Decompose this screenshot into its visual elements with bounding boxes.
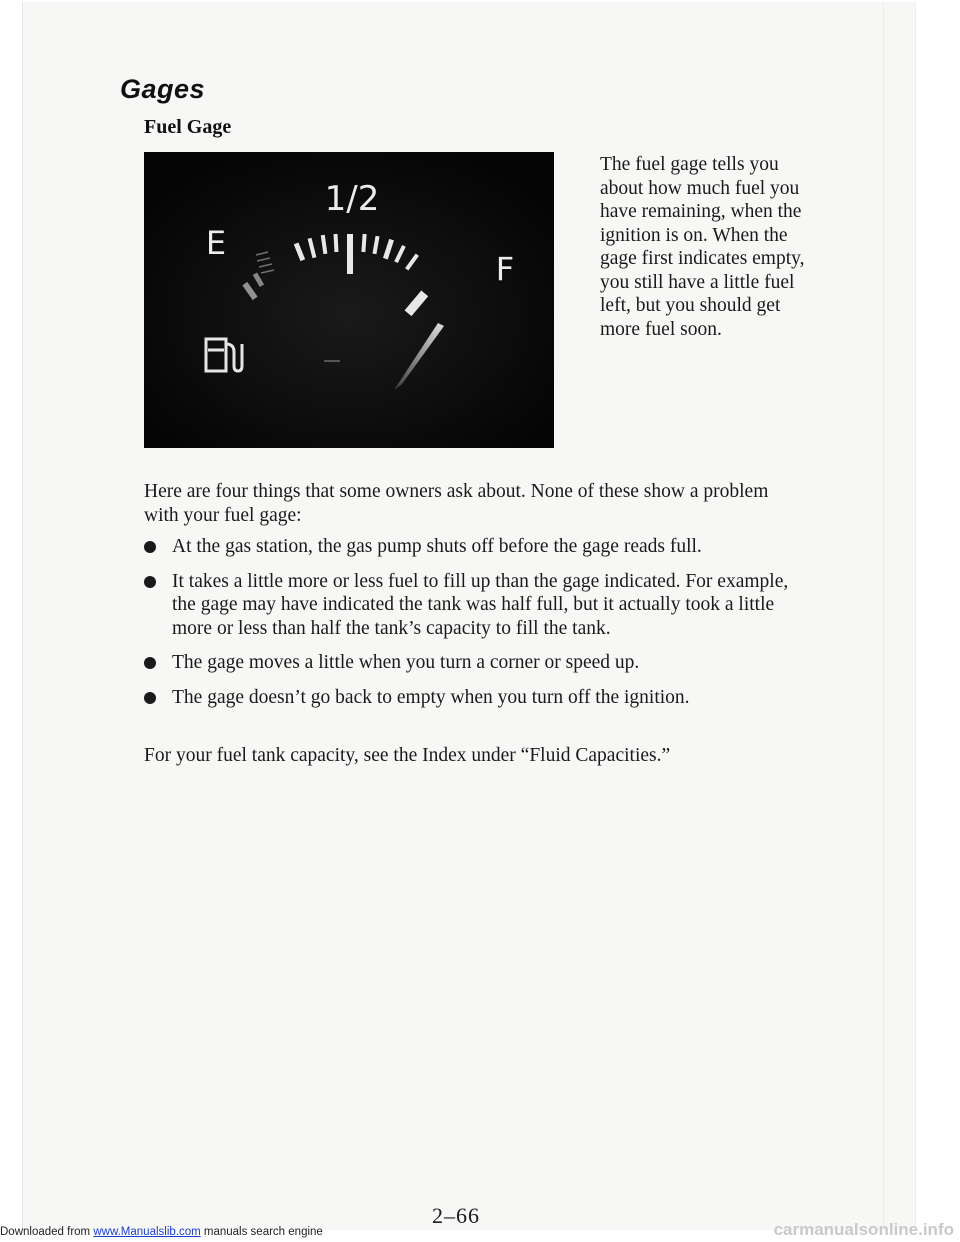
bullet-icon <box>144 657 156 669</box>
list-item-text: The gage doesn’t go back to empty when you turn off the ignition. <box>172 686 690 708</box>
gauge-empty-label: E <box>205 224 227 262</box>
footer-prefix: Downloaded from <box>0 1226 94 1238</box>
list-item <box>144 651 804 675</box>
bullet-icon <box>144 541 156 553</box>
closing-paragraph: For your fuel tank capacity, see the Index under “Fluid Capacities.” <box>144 745 671 766</box>
watermark-text: carmanualsonline.info <box>773 1220 954 1239</box>
fuel-gage-description: The fuel gage tells you about how much fuel you have remaining, when the ignition is on. When the gage first indicates empty, you still have a little fuel left, but you should get more fuel soon. <box>600 154 805 340</box>
list-item-text: At the gas station, the gas pump shuts off before the gage reads full. <box>172 536 702 557</box>
bullet-icon <box>144 692 156 704</box>
bullet-icon <box>144 576 156 588</box>
sub-title: Fuel Gage <box>144 116 232 138</box>
fuel-gauge-photo <box>144 152 554 448</box>
gauge-half-label: 1/2 <box>324 179 380 219</box>
list-item <box>144 535 804 559</box>
gauge-full-label: F <box>495 250 515 288</box>
footer-suffix: manuals search engine <box>200 1226 323 1238</box>
page-number: 2–66 <box>432 1203 480 1228</box>
download-footer <box>0 1226 323 1238</box>
section-title: Gages <box>120 74 206 104</box>
list-item <box>144 570 804 641</box>
bullet-list <box>144 535 804 720</box>
list-item <box>144 686 804 710</box>
manualslib-link[interactable]: www.Manualslib.com <box>93 1226 201 1238</box>
page-inner-rule <box>883 2 884 1230</box>
intro-paragraph: Here are four things that some owners ask about. None of these show a problem with your fuel gage: <box>144 481 769 526</box>
list-item-text: The gage moves a little when you turn a corner or speed up. <box>172 652 640 673</box>
list-item-text: It takes a little more or less fuel to fill up than the gage indicated. For example, the gage may have indicated the tank was half full, but it actually took a little more or less than half the tank’s capacity to fill the tank. <box>172 570 789 639</box>
